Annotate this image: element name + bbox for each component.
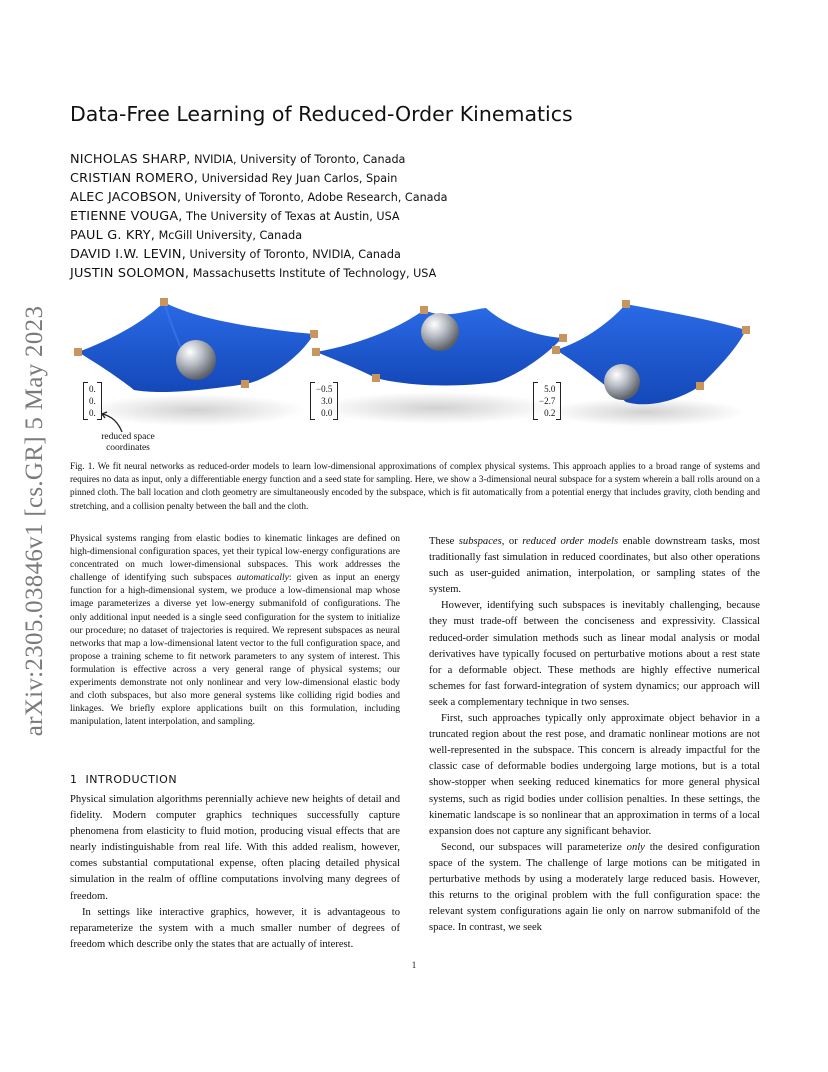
vector-cell: −0.5 xyxy=(316,384,333,394)
vector-cell: 5.0 xyxy=(544,384,556,394)
section-title: INTRODUCTION xyxy=(85,773,178,786)
pin-marker xyxy=(241,380,249,388)
pin-marker xyxy=(622,300,630,308)
abstract-text: : given as input an energy function for a high-dimensional system, we produce a low-dimensional map whose image parameterizes a diverse yet low-energy submanifold of configurations. The only additional input needed is a single seed configuration for the system to initialize our procedure; no dataset of trajectories is required. We represent subspaces as neural networks that map a low-dimensional latent vector to the full configuration space, and propose a training scheme to fit network parameters to any system of interest. This formulation is effective across a very general range of physical systems; our experiments demonstrate not only nonlinear and very low-dimensional elastic body and cloth subspaces, but also more general systems like colliding rigid bodies and linkages. We briefly explore applications built on this formulation, including manipulation, latent interpolation, and sampling. xyxy=(70,573,400,728)
label-line: coordinates xyxy=(106,443,150,453)
pin-marker xyxy=(420,306,428,314)
paragraph: Physical simulation algorithms perennially achieve new heights of detail and fidelity. Modern computer graphics techniques successfully capture phenomena from elasticity to fluid motion, producing visual effects that are nearly indistinguishable from real life. With this added realism, however, comes substantial computational expense, often placing detailed physical simulation in the realm of offline computations involving many degrees of freedom. xyxy=(70,794,400,902)
author-name: NICHOLAS SHARP, xyxy=(70,152,191,167)
paragraph: In settings like interactive graphics, however, it is advantageous to reparameterize the system with a much smaller number of degrees of freedom which describe only the states that are actually of interest. xyxy=(70,906,400,950)
coordinate-vector-3 xyxy=(533,382,561,420)
paragraph xyxy=(429,534,760,598)
text-emphasis: reduced order models xyxy=(522,536,619,547)
section-heading xyxy=(70,773,185,786)
ball-sphere xyxy=(421,313,459,351)
author-name: PAUL G. KRY, xyxy=(70,228,156,243)
text-emphasis: subspaces xyxy=(458,536,502,547)
vector-cell: 3.0 xyxy=(321,396,333,406)
abstract xyxy=(70,533,400,729)
abstract-emphasis: automatically xyxy=(236,573,289,584)
author-4 xyxy=(70,207,770,226)
author-affiliation: NVIDIA, University of Toronto, Canada xyxy=(190,153,406,166)
cloth-scene-2 xyxy=(312,306,567,424)
text-run: , or xyxy=(501,536,523,547)
author-5 xyxy=(70,226,770,245)
author-2 xyxy=(70,169,770,188)
text-run: These xyxy=(429,536,459,547)
author-name: DAVID I.W. LEVIN, xyxy=(70,247,186,262)
author-affiliation: Universidad Rey Juan Carlos, Spain xyxy=(198,172,398,185)
paper-title: Data-Free Learning of Reduced-Order Kinematics xyxy=(70,102,573,126)
arxiv-sidebar xyxy=(20,286,50,756)
pin-marker xyxy=(552,346,560,354)
author-affiliation: Massachusetts Institute of Technology, USA xyxy=(189,267,437,280)
pin-marker xyxy=(696,382,704,390)
pin-marker xyxy=(312,348,320,356)
vector-cell: −2.7 xyxy=(539,396,556,406)
vector-cell: 0. xyxy=(89,408,96,418)
author-affiliation: The University of Texas at Austin, USA xyxy=(182,210,400,223)
page-number: 1 xyxy=(411,960,417,970)
author-name: CRISTIAN ROMERO, xyxy=(70,171,199,186)
ground-shadow xyxy=(316,392,556,424)
pin-marker xyxy=(559,334,567,342)
paragraph: However, identifying such subspaces is inevitably challenging, because they must trade-off between the conciseness and expressivity. Classical reduced-order simulation methods such as linear modal analysis or modal derivatives have typically focused on perturbative motions about a rest state for a deformable object. These methods are highly effective numerical schemes for fast forward-integration of system dynamics; our approach will seek a complementary technique in two senses. xyxy=(429,600,760,708)
right-column-text xyxy=(429,534,760,936)
author-affiliation: McGill University, Canada xyxy=(155,229,303,242)
author-affiliation: University of Toronto, Adobe Research, Canada xyxy=(181,191,448,204)
author-1 xyxy=(70,150,770,169)
paragraph xyxy=(429,840,760,937)
vector-cell: 0. xyxy=(89,396,96,406)
coordinate-vector-2 xyxy=(310,382,338,420)
pin-marker xyxy=(372,374,380,382)
author-name: JUSTIN SOLOMON, xyxy=(70,266,190,281)
section-number: 1 xyxy=(70,773,78,786)
text-run: the desired configuration space of the system. The challenge of large motions can be mitigated in perturbative methods by using a moderately large reduced basis. However, this returns to the original problem with the full configuration space: the relevant system configurations again lie only on narrow submanifold of the space. In contrast, we seek xyxy=(429,841,760,934)
ball-sphere xyxy=(176,340,216,380)
vector-cell: 0. xyxy=(89,384,96,394)
author-name: ETIENNE VOUGA, xyxy=(70,209,183,224)
ball-sphere xyxy=(604,364,640,400)
pin-marker xyxy=(742,326,750,334)
author-7 xyxy=(70,264,770,283)
arxiv-identifier: arXiv:2305.03846v1 [cs.GR] 5 May 2023 xyxy=(21,305,48,737)
text-run: enable downstream tasks, most traditionally fast simulation in reduced coordinates, but also other operations such as user-guided animation, interpolation, or sampling states of the system. xyxy=(429,536,760,596)
cloth-scene-3 xyxy=(546,300,750,426)
figure-1 xyxy=(66,290,766,455)
author-6 xyxy=(70,245,770,264)
abstract-text: Physical systems ranging from elastic bodies to kinematic linkages are defined on high-dimensional configuration spaces, yet their typical low-energy configurations are concentrated on much lower-dimensional subspaces. This work addresses the challenge of identifying such subspaces xyxy=(70,534,400,584)
cloth-scene-1 xyxy=(74,298,318,426)
pin-marker xyxy=(160,298,168,306)
author-3 xyxy=(70,188,770,207)
author-list xyxy=(70,150,770,283)
reduced-space-label xyxy=(88,432,168,454)
figure-caption: Fig. 1. We fit neural networks as reduced-order models to learn low-dimensional approximations of complex physical systems. This approach applies to a broad range of systems and requires no data as input, only a differentiable energy function and a seed state for sampling. Here, we show a 3-dimensional neural subspace for a system wherein a ball rolls around on a pinned cloth. The ball location and cloth geometry are simultaneously encoded by the subspace, which is fit automatically from a potential energy that includes gravity, cloth bending and stretching, and a collision penalty between the ball and the cloth. xyxy=(70,461,760,511)
text-run: Second, our subspaces will parameterize xyxy=(441,841,627,853)
text-emphasis: only xyxy=(626,841,645,853)
vector-cell: 0.2 xyxy=(544,408,556,418)
pin-marker xyxy=(74,348,82,356)
author-name: ALEC JACOBSON, xyxy=(70,190,182,205)
cloth-mesh xyxy=(556,304,746,404)
author-affiliation: University of Toronto, NVIDIA, Canada xyxy=(185,248,401,261)
pin-marker xyxy=(310,330,318,338)
paragraph: First, such approaches typically only approximate object behavior in a truncated region about the rest pose, and dramatic nonlinear motions are not well-represented in the subspace. This concern is already impactful for the classic case of deformable bodies undergoing large motions, but is a total show-stopper when seeking reduced kinematics for more general physical systems, such as rigid bodies under collision penalties. In these settings, the kinematic landscape is so nonlinear that an approximation in terms of a local expansion does not capture any significant behavior. xyxy=(429,713,760,837)
intro-text xyxy=(70,792,400,953)
cloth-illustrations xyxy=(66,290,766,430)
label-line: reduced space xyxy=(101,432,155,442)
vector-cell: 0.0 xyxy=(321,408,333,418)
